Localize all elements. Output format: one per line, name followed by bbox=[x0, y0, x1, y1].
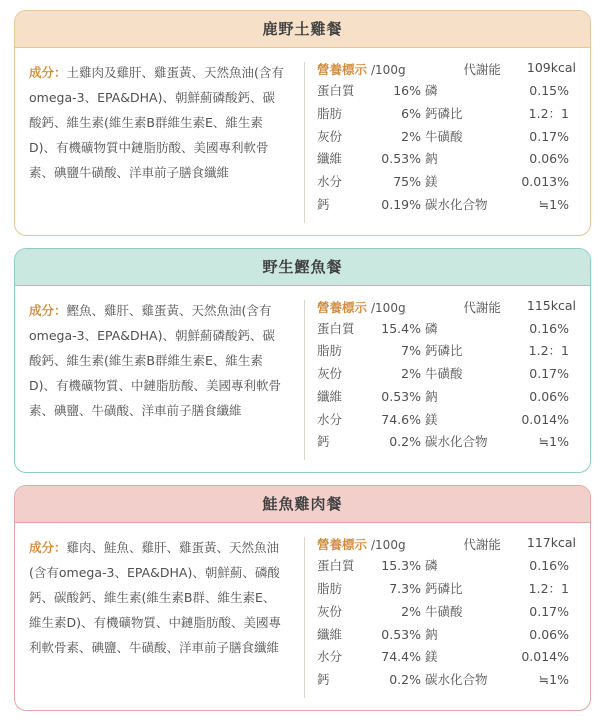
nutrient-value: 74.6% bbox=[381, 411, 421, 427]
product-card-wild-bonito bbox=[14, 248, 591, 474]
nutrient-key: 鈉 bbox=[425, 151, 438, 167]
nutrient-key: 纖維 bbox=[317, 151, 343, 167]
vertical-divider bbox=[304, 62, 305, 223]
nutrient-value: 0.013% bbox=[521, 174, 569, 189]
nutrition-label: 營養標示 bbox=[317, 62, 368, 77]
energy-row bbox=[463, 60, 576, 78]
nutrition-header bbox=[317, 298, 576, 316]
nutrient-key: 水分 bbox=[317, 174, 343, 189]
nutrition-title bbox=[317, 298, 406, 316]
nutrient-value: 0.06% bbox=[529, 626, 569, 642]
nutrient-key: 鈣磷比 bbox=[425, 343, 463, 359]
ingredients-text: 土雞肉及雞肝、雞蛋黃、天然魚油(含有omega-3、EPA&DHA)、朝鮮薊磷酸鈣、碳酸鈣、維生素(維生素B群維生素E、維生素D)、有機礦物質中鏈脂肪酸、美國專利軟骨素、碘鹽牛磺酸、洋車前子膳食纖維 bbox=[29, 65, 284, 180]
nutrient-value: 75% bbox=[393, 174, 421, 189]
nutrition-header bbox=[317, 60, 576, 78]
nutrition-per-unit: /100g bbox=[371, 63, 406, 77]
nutrient-value: 16% bbox=[393, 83, 421, 98]
energy-value: 115kcal bbox=[526, 297, 576, 313]
nutrient-key: 蛋白質 bbox=[317, 83, 355, 98]
nutrition-header bbox=[317, 535, 576, 553]
product-title: 鮭魚雞肉餐 bbox=[15, 486, 590, 523]
ingredients-label: 成分： bbox=[29, 65, 67, 80]
nutrient-key: 脂肪 bbox=[317, 105, 343, 121]
nutrition-table bbox=[317, 318, 576, 455]
nutrient-key: 灰份 bbox=[317, 603, 343, 619]
nutrient-key: 鈉 bbox=[425, 388, 438, 404]
nutrition-label: 營養標示 bbox=[317, 299, 368, 315]
nutrient-key: 鈣 bbox=[317, 196, 330, 212]
nutrient-key: 牛磺酸 bbox=[425, 128, 463, 144]
ingredients-block bbox=[29, 535, 294, 700]
nutrition-block bbox=[317, 535, 576, 700]
card-body bbox=[15, 48, 590, 235]
energy-label: 代謝能 bbox=[463, 62, 501, 77]
card-body bbox=[15, 286, 590, 473]
product-title: 鹿野土雞餐 bbox=[15, 11, 590, 48]
energy-row bbox=[463, 298, 576, 316]
nutrient-value: 0.06% bbox=[529, 388, 569, 404]
nutrient-value: 74.4% bbox=[381, 649, 421, 665]
nutrient-value: 2% bbox=[401, 366, 421, 382]
nutrient-value: 7.3% bbox=[389, 581, 421, 597]
nutrition-title bbox=[317, 535, 406, 553]
nutrient-value: 0.19% bbox=[381, 196, 421, 212]
nutrient-key: 蛋白質 bbox=[317, 320, 355, 336]
nutrient-key: 磷 bbox=[425, 83, 438, 98]
ingredients-label: 成分： bbox=[29, 540, 67, 556]
product-card-salmon-chicken bbox=[14, 485, 591, 711]
nutrient-value: 0.014% bbox=[521, 649, 569, 665]
nutrient-value: 0.06% bbox=[529, 151, 569, 167]
nutrient-value: 0.17% bbox=[529, 603, 569, 619]
nutrient-value: 1.2：1 bbox=[528, 581, 569, 597]
vertical-divider bbox=[304, 537, 305, 698]
card-body bbox=[15, 523, 590, 710]
nutrient-value: 0.17% bbox=[529, 128, 569, 144]
nutrient-key: 蛋白質 bbox=[317, 558, 355, 574]
nutrient-key: 鈣 bbox=[317, 434, 330, 450]
nutrient-value: 1.2：1 bbox=[528, 105, 569, 121]
nutrition-block bbox=[317, 60, 576, 225]
nutrient-value: 7% bbox=[401, 343, 421, 359]
ingredients-block bbox=[29, 298, 294, 463]
nutrient-value: ≒1% bbox=[538, 434, 569, 450]
ingredients-block bbox=[29, 60, 294, 225]
nutrient-value: 0.2% bbox=[389, 672, 421, 688]
nutrient-key: 鎂 bbox=[425, 411, 438, 427]
nutrition-table bbox=[317, 80, 576, 217]
nutrient-value: 15.4% bbox=[381, 320, 421, 336]
nutrient-value: 6% bbox=[401, 105, 421, 121]
energy-label: 代謝能 bbox=[463, 537, 501, 553]
nutrient-value: 0.53% bbox=[381, 151, 421, 167]
nutrient-key: 鈣磷比 bbox=[425, 581, 463, 597]
ingredients-text: 鰹魚、雞肝、雞蛋黃、天然魚油(含有omega-3、EPA&DHA)、朝鮮薊磷酸鈣、碳酸鈣、維生素(維生素B群維生素E、維生素D)、有機礦物質、中鏈脂肪酸、美國專利軟骨素、碘鹽、牛磺酸、洋車前子膳食纖維 bbox=[29, 302, 282, 418]
nutrient-value: ≒1% bbox=[538, 672, 569, 688]
nutrient-value: 0.17% bbox=[529, 366, 569, 382]
energy-label: 代謝能 bbox=[463, 299, 501, 315]
nutrient-key: 鈣 bbox=[317, 672, 330, 688]
nutrient-value: 0.014% bbox=[521, 411, 569, 427]
energy-value: 109kcal bbox=[526, 60, 576, 75]
nutrient-value: 0.15% bbox=[529, 83, 569, 98]
nutrient-key: 牛磺酸 bbox=[425, 366, 463, 382]
ingredients-text: 雞肉、鮭魚、雞肝、雞蛋黃、天然魚油(含有omega-3、EPA&DHA)、朝鮮薊、磷酸鈣、碳酸鈣、維生素(維生素B群、維生素E、維生素D)、有機礦物質、中鏈脂肪酸、美國專利軟骨素、碘鹽、牛磺酸、洋車前子膳食纖維 bbox=[29, 540, 282, 656]
nutrient-key: 碳水化合物 bbox=[425, 434, 488, 450]
nutrient-value: ≒1% bbox=[538, 196, 569, 212]
nutrient-value: 0.16% bbox=[529, 320, 569, 336]
product-title: 野生鰹魚餐 bbox=[15, 249, 590, 286]
nutrient-key: 碳水化合物 bbox=[425, 672, 488, 688]
energy-row bbox=[463, 535, 576, 553]
nutrient-value: 0.2% bbox=[389, 434, 421, 450]
energy-value: 117kcal bbox=[526, 535, 576, 551]
nutrient-key: 水分 bbox=[317, 411, 343, 427]
nutrient-value: 1.2：1 bbox=[528, 343, 569, 359]
nutrient-key: 鈉 bbox=[425, 626, 438, 642]
nutrient-value: 0.53% bbox=[381, 388, 421, 404]
nutrient-key: 磷 bbox=[425, 320, 438, 336]
nutrient-key: 纖維 bbox=[317, 388, 343, 404]
nutrient-value: 0.16% bbox=[529, 558, 569, 574]
nutrition-title bbox=[317, 60, 406, 78]
nutrient-value: 2% bbox=[401, 128, 421, 144]
nutrient-key: 鎂 bbox=[425, 174, 438, 189]
nutrient-key: 鈣磷比 bbox=[425, 105, 463, 121]
nutrient-key: 脂肪 bbox=[317, 343, 343, 359]
nutrient-key: 碳水化合物 bbox=[425, 196, 488, 212]
nutrient-key: 灰份 bbox=[317, 128, 343, 144]
nutrient-key: 鎂 bbox=[425, 649, 438, 665]
nutrition-label: 營養標示 bbox=[317, 537, 368, 553]
ingredients-label: 成分： bbox=[29, 302, 67, 318]
nutrient-value: 0.53% bbox=[381, 626, 421, 642]
nutrition-per-unit: /100g bbox=[371, 538, 406, 553]
nutrient-key: 水分 bbox=[317, 649, 343, 665]
nutrition-per-unit: /100g bbox=[371, 300, 406, 315]
nutrient-value: 15.3% bbox=[381, 558, 421, 574]
nutrient-value: 2% bbox=[401, 603, 421, 619]
nutrient-key: 纖維 bbox=[317, 626, 343, 642]
nutrient-key: 灰份 bbox=[317, 366, 343, 382]
nutrient-key: 脂肪 bbox=[317, 581, 343, 597]
product-card-free-range-chicken bbox=[14, 10, 591, 236]
nutrition-block bbox=[317, 298, 576, 463]
vertical-divider bbox=[304, 300, 305, 461]
nutrition-table bbox=[317, 555, 576, 692]
nutrient-key: 磷 bbox=[425, 558, 438, 574]
nutrient-key: 牛磺酸 bbox=[425, 603, 463, 619]
